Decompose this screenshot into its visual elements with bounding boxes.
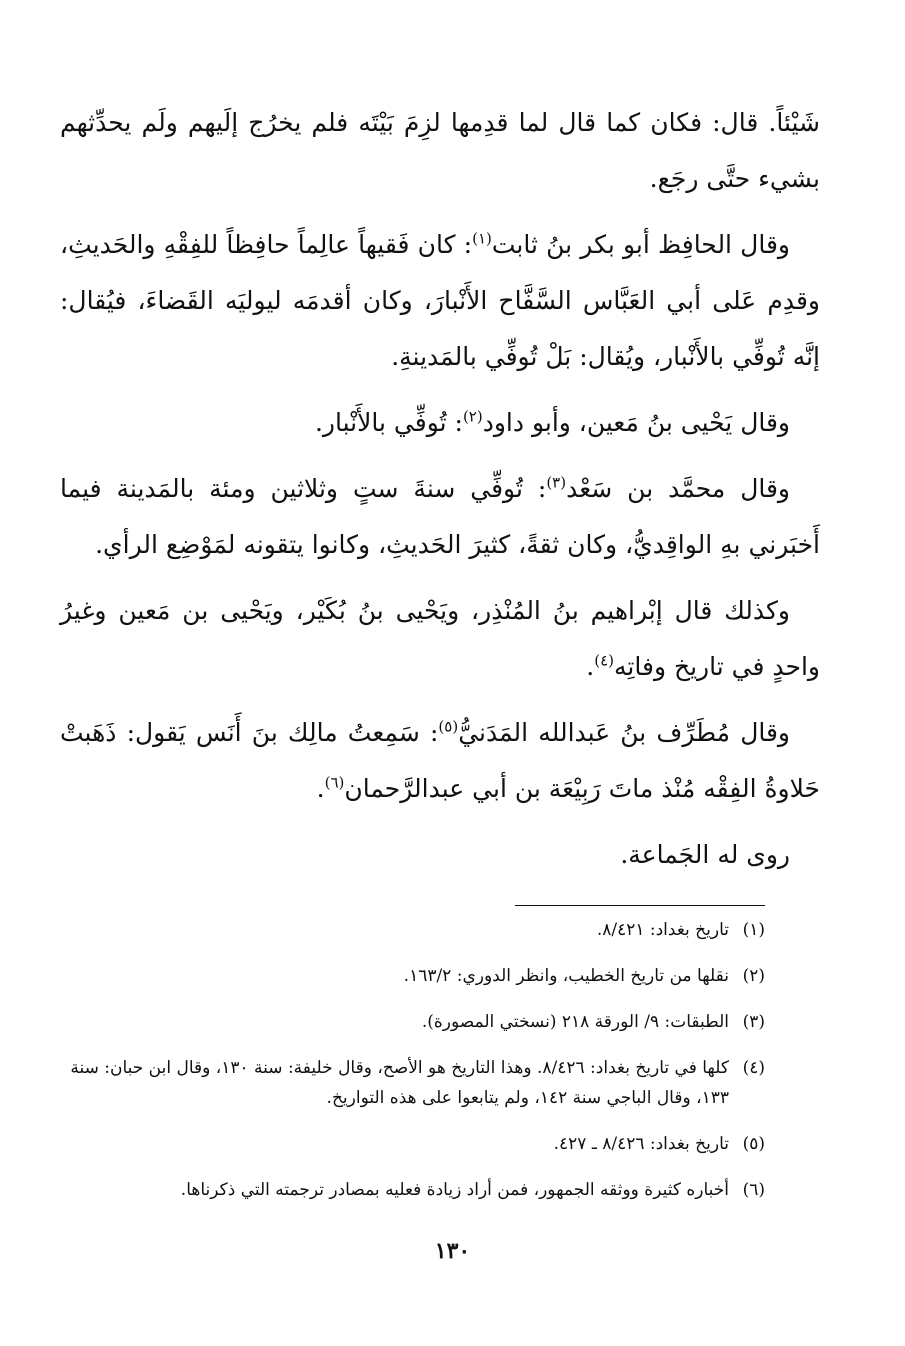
footnote-number: (٣) <box>742 1012 765 1032</box>
footnote-separator <box>515 905 765 906</box>
paragraph-2-text-end: : كان فَقيهاً عالِماً حافِظاً للفِقْهِ والحَديثِ، وقدِم عَلى أبي العَبَّاس السَّفَّاح الأَنْبارَ، وكان أقدمَه ليوليَه القَضاءَ، فيُقال: إنَّه تُوفِّي بالأَنْبار، ويُقال: بَلْ تُوفِّي بالمَدينةِ. <box>60 230 820 371</box>
paragraph-6 <box>60 705 820 817</box>
paragraph-7-text: روى له الجَماعة. <box>620 840 790 869</box>
paragraph-4-text-end: : تُوفِّي سنةَ ستٍ وثلاثين ومئة بالمَدينة فيما أَخبَرني بهِ الواقِديُّ، وكان ثقةً، كثيرَ الحَديثِ، وكانوا يتقونه لمَوْضِع الرأي. <box>60 474 820 559</box>
footnotes <box>60 915 765 1221</box>
footnote-ref-1[interactable]: (١) <box>472 229 492 248</box>
footnote-number: (٦) <box>742 1180 765 1200</box>
footnote-1 <box>60 915 765 945</box>
footnote-text: كلها في تاريخ بغداد: ٨/٤٢٦. وهذا التاريخ هو الأصح، وقال خليفة: سنة ١٣٠، وقال ابن حبان: سنة ١٣٣، وقال الباجي سنة ١٤٢، ولم يتابعوا على هذه التواريخ. <box>70 1058 729 1108</box>
paragraph-3-text-end: : تُوفِّي بالأَنْبار. <box>314 408 463 437</box>
paragraph-3 <box>60 395 820 451</box>
paragraph-6-text-end: . <box>316 774 325 803</box>
footnote-ref-2[interactable]: (٢) <box>462 407 483 426</box>
footnote-text: تاريخ بغداد: ٨/٤٢١. <box>596 920 729 940</box>
paragraph-5 <box>60 583 820 695</box>
footnote-text: تاريخ بغداد: ٨/٤٢٦ ـ ٤٢٧. <box>553 1134 729 1154</box>
footnote-6 <box>60 1175 765 1205</box>
main-text <box>60 95 820 893</box>
paragraph-2-text-start: وقال الحافِظ أبو بكر بنُ ثابت <box>491 230 790 259</box>
paragraph-6-text-start: وقال مُطَرِّف بنُ عَبدالله المَدَنيُّ <box>458 718 791 747</box>
paragraph-5-text-start: وكذلك قال إبْراهيم بنُ المُنْذِر، ويَحْيى بنُ بُكَيْر، ويَحْيى بن مَعين وغيرُ واحدٍ في تاريخ وفاتِه <box>60 596 820 681</box>
footnote-text: الطبقات: ٩/ الورقة ٢١٨ (نسختي المصورة). <box>421 1012 729 1032</box>
footnote-ref-5[interactable]: (٥) <box>438 717 459 736</box>
paragraph-4 <box>60 461 820 573</box>
footnote-number: (٢) <box>742 966 765 986</box>
footnote-number: (٤) <box>742 1058 765 1078</box>
footnote-number: (٥) <box>742 1134 765 1154</box>
footnote-3 <box>60 1007 765 1037</box>
paragraph-7 <box>60 827 820 883</box>
paragraph-1-text: شَيْئاً. قال: فكان كما قال لما قدِمها لزِمَ بَيْتَه فلم يخرُج إلَيهم ولَم يحدِّثهم بشيء حتَّى رجَع. <box>60 108 820 193</box>
footnote-ref-4[interactable]: (٤) <box>594 651 615 670</box>
footnote-number: (١) <box>742 920 765 940</box>
footnote-4 <box>60 1053 765 1113</box>
paragraph-5-text-end: . <box>586 652 595 681</box>
paragraph-2 <box>60 217 820 385</box>
footnote-ref-3[interactable]: (٣) <box>546 473 567 492</box>
paragraph-6-text-middle: : سَمِعتُ مالِك بنَ أَنَس يَقول: ذَهَبتْ حَلاوةُ الفِقْه مُنْذ ماتَ رَبِيْعَة بن أبي عبدالرَّحمان <box>60 718 820 803</box>
paragraph-3-text-start: وقال يَحْيى بنُ مَعين، وأبو داود <box>482 408 790 437</box>
footnote-5 <box>60 1129 765 1159</box>
footnote-2 <box>60 961 765 991</box>
footnote-text: نقلها من تاريخ الخطيب، وانظر الدوري: ١٦٣/٢. <box>403 966 729 986</box>
paragraph-4-text-start: وقال محمَّد بن سَعْد <box>566 474 790 503</box>
paragraph-1 <box>60 95 820 207</box>
page-number: ١٣٠ <box>434 1238 471 1264</box>
footnote-text: أخباره كثيرة ووثقه الجمهور، فمن أراد زيادة فعليه بمصادر ترجمته التي ذكرناها. <box>180 1180 729 1200</box>
footnote-ref-6[interactable]: (٦) <box>324 773 345 792</box>
